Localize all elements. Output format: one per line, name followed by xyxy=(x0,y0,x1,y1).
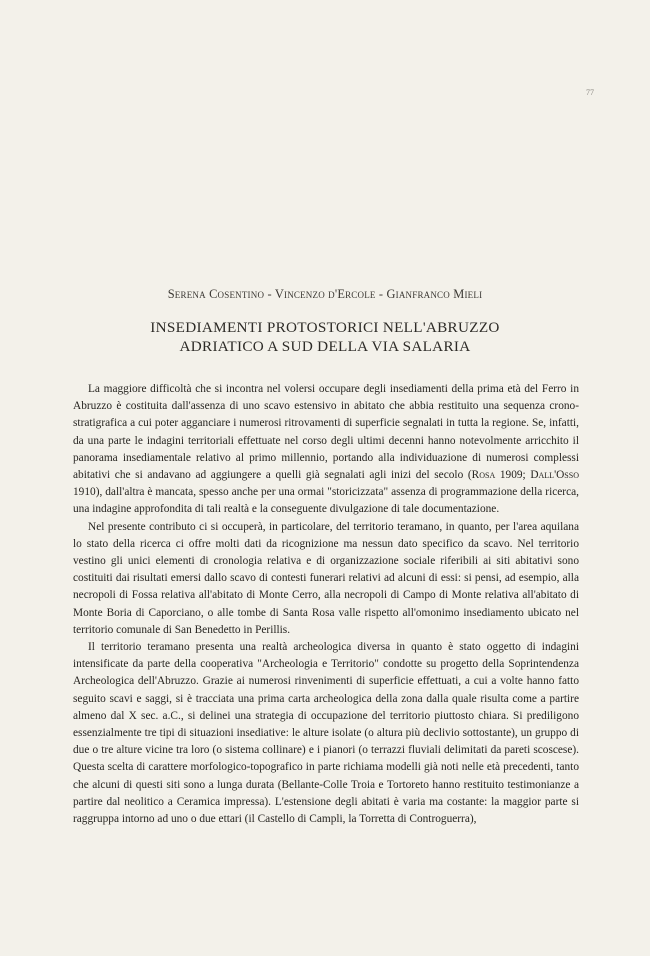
paragraph-3: Il territorio teramano presenta una realtà archeologica diversa in quanto è stato oggetto di indagini intensificate da parte della cooperativa "Archeologia e Territorio" condotte su progetto della Soprintendenza Archeologica dell'Abruzzo. Grazie ai numerosi rinvenimenti di superficie effettuati, a cui a volte hanno fatto seguito scavi e saggi, si è tracciata una prima carta archeologica della zona dalla quale risulta come a partire almeno dal X sec. a.C., si delinei una strategia di occupazione del territorio piuttosto chiara. Si prediligono essenzialmente tre tipi di situazioni insediative: le alture isolate (o altura più declivio sottostante), un gruppo di due o tre alture vicine tra loro (o sistema collinare) e i pianori (o terrazzi fluviali delimitati da pareti scoscese). Questa scelta di carattere morfologico-topografico in parte richiama modelli già noti nelle età precedenti, tanto che alcuni di questi siti sono a lunga durata (Bellante-Colle Troia e Tortoreto hanno restituito testimonianze a partire dal neolitico a Ceramica impressa). L'estensione degli abitati è varia ma costante: la maggior parte si raggruppa intorno ad uno o due ettari (il Castello di Campli, la Torretta di Controguerra), xyxy=(73,641,579,826)
authors-line: Serena Cosentino - Vincenzo d'Ercole - Gianfranco Mieli xyxy=(167,287,483,301)
title-line-2: ADRIATICO A SUD DELLA VIA SALARIA xyxy=(179,338,471,355)
article-body xyxy=(73,381,579,828)
citation-rosa: Rosa xyxy=(471,469,496,482)
paragraph-1 xyxy=(73,381,579,519)
page-number: 77 xyxy=(586,88,594,97)
paragraph-2: Nel presente contributo ci si occuperà, in particolare, del territorio teramano, in quanto, per l'area aquilana lo stato della ricerca ci offre molti dati da ricognizione ma nessun dato specifico da scavo. Nel territorio vestino gli unici elementi di cronologia relativa e di organizzazione sociale riferibili ai siti abitativi sono costituiti dai risultati emersi dallo scavo di contesti funerari relativi ad alcuni di essi: si pensi, ad esempio, alla necropoli di Fossa relativa all'abitato di Monte Cerro, alla necropoli di Campo di Monte relativa all'abitato di Monte Boria di Caporciano, o alle tombe di Santa Rosa valle rispetto all'omonimo insediamento ubicato nel territorio comunale di San Benedetto in Perillis. xyxy=(73,520,579,636)
title-line-1: INSEDIAMENTI PROTOSTORICI NELL'ABRUZZO xyxy=(150,319,500,336)
article-title xyxy=(0,318,650,356)
paragraph-1-text-b: 1909; xyxy=(495,469,531,482)
paragraph-1-text-a: La maggiore difficoltà che si incontra nel volersi occupare degli insediamenti della prima età del Ferro in Abruzzo è costituita dall'assenza di uno scavo estensivo in abitato che abbia restituito una sequenza crono-stratigrafica a cui poter agganciare i numerosi ritrovamenti di superficie segnalati in tutta la regione. Se, infatti, da una parte le indagini territoriali effettuate nel corso degli ultimi decenni hanno notevolmente arricchito il panorama insediamentale relativo al primo millennio, portando alla individuazione di numerosi complessi abitativi che si andavano ad aggiungere a quelli già segnalati agli inizi del secolo ( xyxy=(73,383,579,482)
paragraph-1-text-c: 1910), dall'altra è mancata, spesso anche per una ormai "storicizzata" assenza di programmazione della ricerca, una indagine approfondita di tali realtà e la conseguente divulgazione di tale documentazione. xyxy=(73,486,579,516)
citation-dallosso: Dall'Osso xyxy=(530,469,579,482)
